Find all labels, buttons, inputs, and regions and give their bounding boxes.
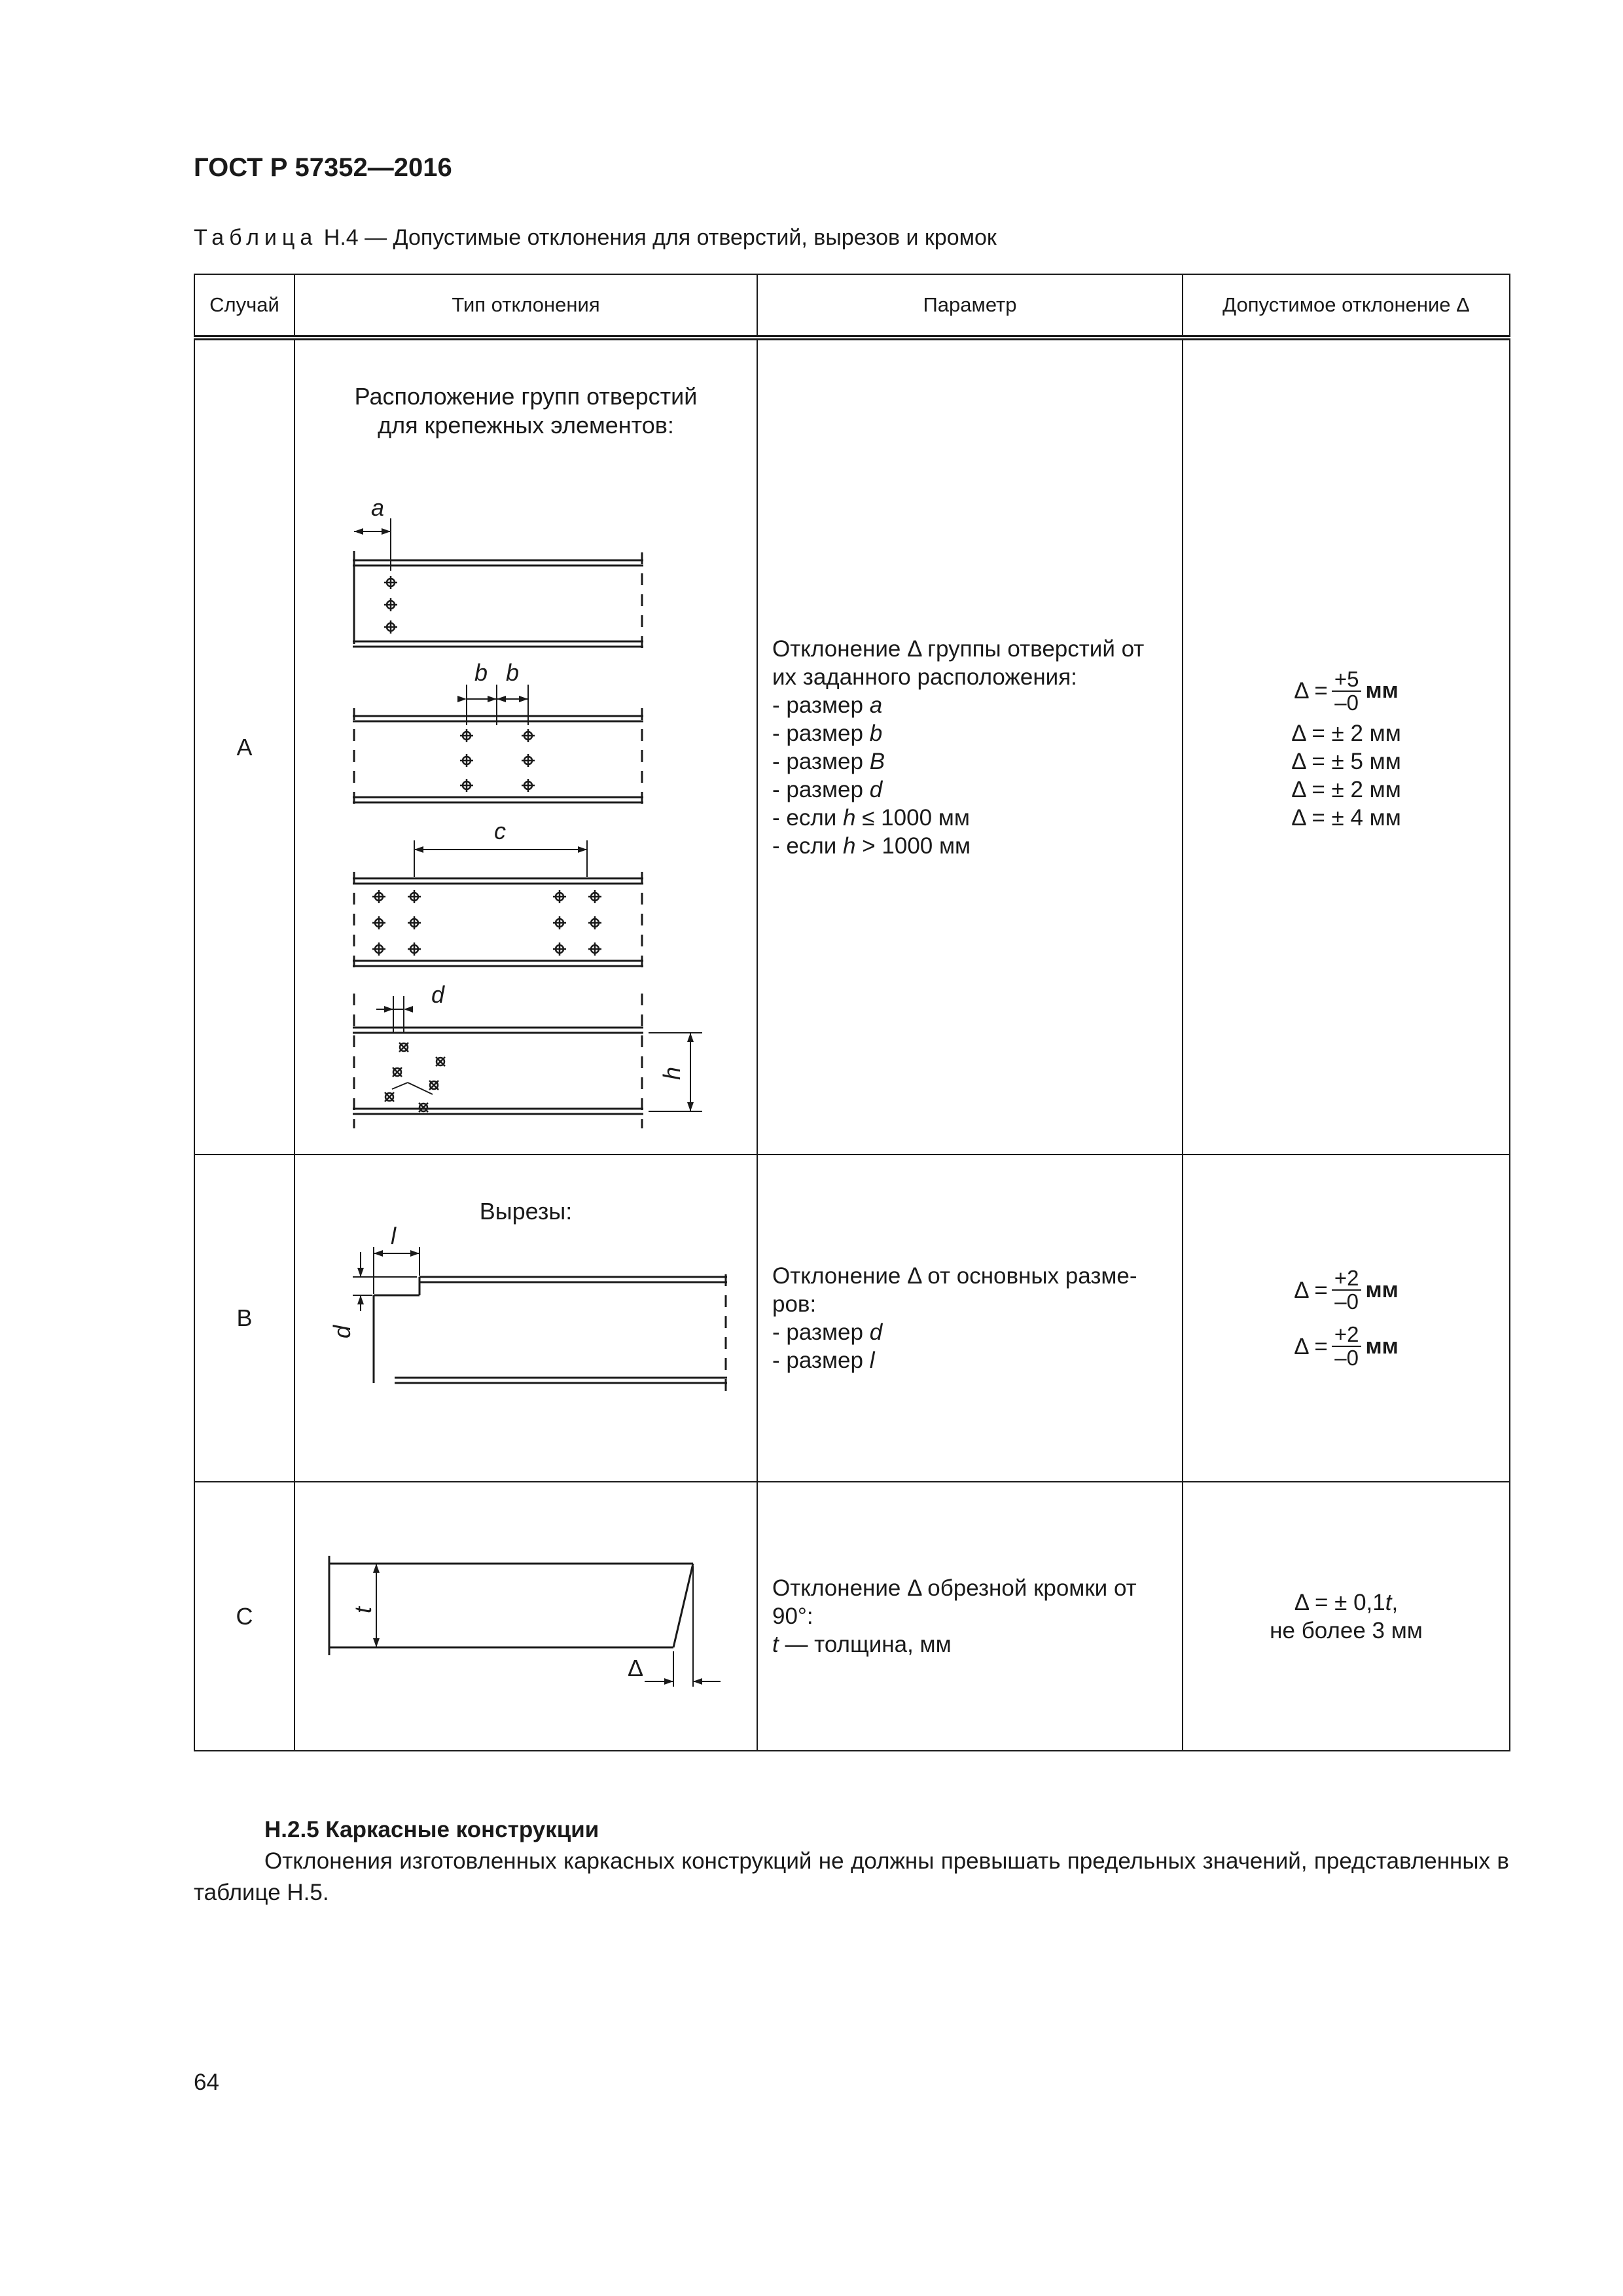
table-caption-label: Таблица bbox=[194, 225, 318, 250]
hole-marker bbox=[553, 916, 566, 929]
case-label: C bbox=[194, 1482, 294, 1751]
hole-groups-diagram bbox=[295, 440, 755, 1134]
dim-label-c: c bbox=[494, 817, 506, 844]
header-parameter: Параметр bbox=[757, 274, 1183, 338]
header-tolerance: Допустимое отклонение Δ bbox=[1183, 274, 1510, 338]
parameter-line: - размер a bbox=[772, 692, 883, 718]
dim-label-a: a bbox=[371, 494, 385, 521]
hole-marker bbox=[408, 942, 421, 956]
parameter-line: - размер d bbox=[772, 1319, 883, 1345]
tolerance-cell bbox=[1183, 338, 1510, 1155]
hole-marker bbox=[408, 916, 421, 929]
dim-label-h: h bbox=[658, 1066, 685, 1080]
section-body: Отклонения изготовленных каркасных конструкций не должны превышать предельных значений, представленных в таблице Н.5. bbox=[194, 1848, 1509, 1905]
tolerance-value: Δ = ± 2 мм bbox=[1291, 720, 1401, 746]
dim-label-t: t bbox=[349, 1606, 376, 1613]
tolerance-fraction: Δ = $\frac{+2}{-0}$ мм bbox=[1294, 1266, 1399, 1314]
table-caption bbox=[194, 225, 997, 251]
tolerance-value: Δ = ± 4 мм bbox=[1291, 804, 1401, 831]
table-header-row bbox=[194, 274, 1510, 338]
table-row bbox=[194, 1155, 1510, 1482]
hole-marker bbox=[419, 1103, 428, 1112]
hole-marker bbox=[553, 942, 566, 956]
hole-marker bbox=[393, 1067, 402, 1077]
hole-marker bbox=[553, 890, 566, 903]
parameter-line: Отклонение Δ от основных разме- bbox=[772, 1263, 1137, 1289]
parameter-cell bbox=[757, 1482, 1183, 1751]
dim-label-d: d bbox=[329, 1325, 355, 1338]
dim-label-l: l bbox=[391, 1226, 396, 1249]
parameter-line: Отклонение Δ группы отверстий от bbox=[772, 636, 1145, 662]
tolerance-value: Δ = ± 2 мм bbox=[1291, 776, 1401, 802]
hole-marker bbox=[384, 598, 397, 611]
hole-marker bbox=[384, 576, 397, 589]
header-deviation-type: Тип отклонения bbox=[294, 274, 757, 338]
hole-marker bbox=[372, 890, 385, 903]
edge-cut-diagram bbox=[295, 1482, 755, 1747]
tolerance-fraction: Δ = $\frac{+2}{-0}$ мм bbox=[1294, 1322, 1399, 1370]
parameter-line: - размер l bbox=[772, 1348, 875, 1373]
parameter-line: - размер b bbox=[772, 720, 883, 746]
tolerance-cell bbox=[1183, 1482, 1510, 1751]
tolerance-value: не более 3 мм bbox=[1270, 1617, 1423, 1643]
tolerance-value: Δ = ± 0,1t, bbox=[1294, 1589, 1399, 1615]
parameter-line: 90°: bbox=[772, 1604, 813, 1629]
dim-label-b: b bbox=[474, 659, 488, 686]
hole-marker bbox=[588, 890, 601, 903]
hole-marker bbox=[460, 779, 473, 792]
figure-title: Вырезы: bbox=[479, 1198, 573, 1225]
hole-marker bbox=[522, 729, 535, 742]
table-row bbox=[194, 338, 1510, 1155]
tolerance-table bbox=[194, 274, 1510, 1751]
parameter-line: - если h > 1000 мм bbox=[772, 833, 971, 859]
parameter-line: Отклонение Δ обрезной кромки от bbox=[772, 1575, 1137, 1601]
parameter-line: - размер d bbox=[772, 776, 883, 802]
parameter-line: t — толщина, мм bbox=[772, 1632, 952, 1657]
table-caption-text: Н.4 — Допустимые отклонения для отверстий, вырезов и кромок bbox=[317, 225, 997, 250]
page-number: 64 bbox=[194, 2070, 219, 2095]
case-label: A bbox=[194, 338, 294, 1155]
hole-marker bbox=[522, 779, 535, 792]
tolerance-cell bbox=[1183, 1155, 1510, 1482]
hole-marker bbox=[588, 942, 601, 956]
figure-cell bbox=[294, 1155, 757, 1482]
parameter-cell bbox=[757, 1155, 1183, 1482]
case-label: B bbox=[194, 1155, 294, 1482]
dim-label-b: b bbox=[506, 659, 520, 686]
document-header: ГОСТ Р 57352—2016 bbox=[194, 153, 452, 182]
hole-marker bbox=[460, 754, 473, 767]
figure-title-line: для крепежных элементов: bbox=[378, 412, 674, 439]
figure-title bbox=[295, 382, 757, 440]
hole-marker bbox=[429, 1081, 438, 1090]
parameter-cell bbox=[757, 338, 1183, 1155]
dim-label-delta: Δ bbox=[628, 1655, 644, 1681]
figure-cell bbox=[294, 1482, 757, 1751]
parameter-line: их заданного расположения: bbox=[772, 664, 1077, 690]
hole-marker bbox=[372, 942, 385, 956]
hole-marker bbox=[372, 916, 385, 929]
hole-marker bbox=[408, 890, 421, 903]
dim-label-d: d bbox=[431, 981, 445, 1008]
hole-marker bbox=[399, 1043, 408, 1052]
hole-marker bbox=[385, 1092, 394, 1102]
figure-cell bbox=[294, 338, 757, 1155]
hole-marker bbox=[436, 1057, 445, 1066]
header-case: Случай bbox=[194, 274, 294, 338]
hole-marker bbox=[522, 754, 535, 767]
tolerance-fraction: Δ = $\frac{+5}{-0}$ мм bbox=[1294, 666, 1399, 715]
parameter-line: - если h ≤ 1000 мм bbox=[772, 804, 970, 831]
cutout-diagram bbox=[295, 1226, 755, 1468]
parameter-line: - размер B bbox=[772, 748, 885, 774]
section-heading: Н.2.5 Каркасные конструкции bbox=[264, 1817, 599, 1842]
parameter-line: ров: bbox=[772, 1291, 817, 1317]
tolerance-value: Δ = ± 5 мм bbox=[1291, 748, 1401, 774]
hole-marker bbox=[384, 620, 397, 634]
hole-marker bbox=[460, 729, 473, 742]
hole-marker bbox=[588, 916, 601, 929]
figure-title-line: Расположение групп отверстий bbox=[354, 383, 698, 410]
table-row bbox=[194, 1482, 1510, 1751]
